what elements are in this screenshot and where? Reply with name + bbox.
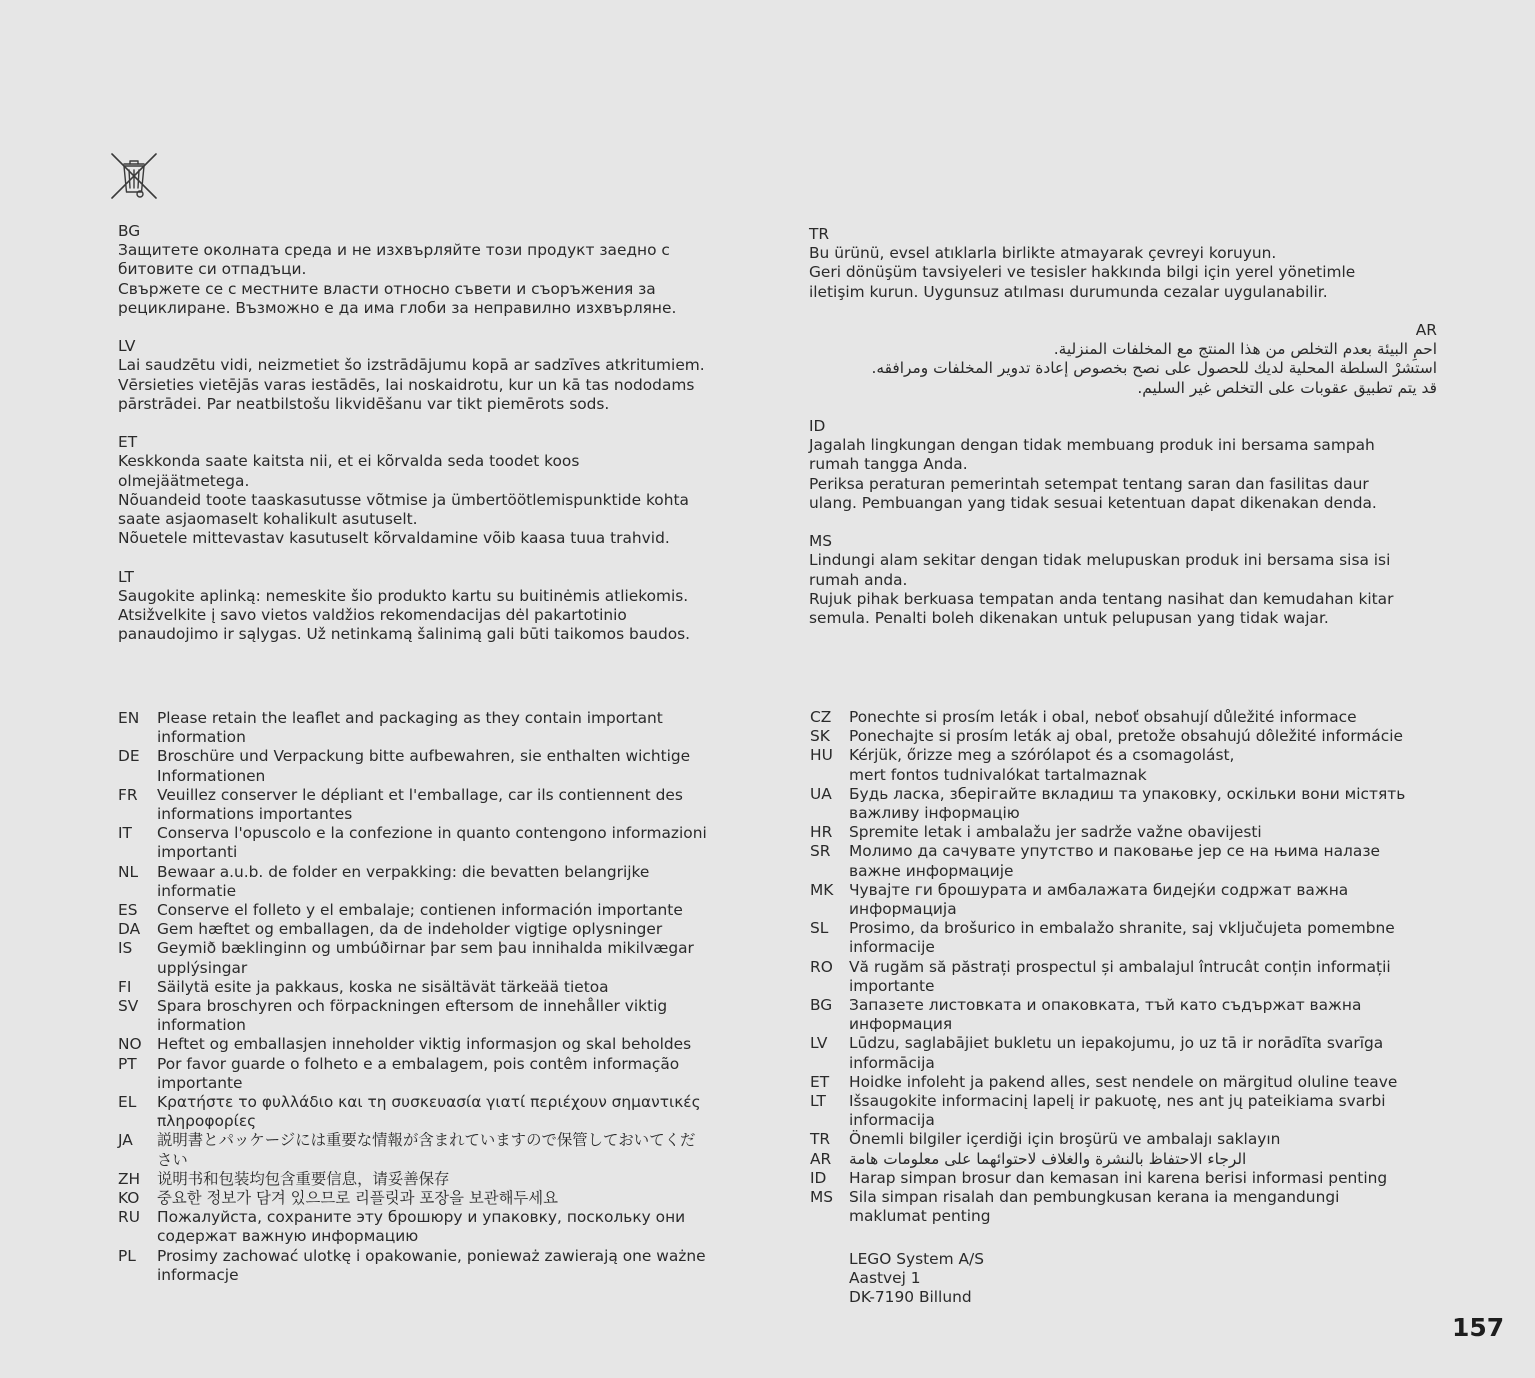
leaflet-notice-text xyxy=(157,997,758,1035)
language-code: LT xyxy=(810,1092,826,1111)
address-line: Aastvej 1 xyxy=(849,1269,921,1288)
notice-line: πληροφορίες xyxy=(157,1112,257,1131)
leaflet-notice-text xyxy=(157,1247,758,1285)
crossed-out-wheelie-bin-icon xyxy=(108,150,160,202)
notice-line: Please retain the leaflet and packaging as they contain important xyxy=(157,709,663,727)
leaflet-notice-id xyxy=(810,1169,1450,1188)
notice-line: Ponechajte si prosím leták aj obal, pretože obsahujú dôležité informácie xyxy=(849,727,1403,746)
disposal-notice-et xyxy=(118,433,758,548)
notice-line: Κρατήστε το φυλλάδιο και τη συσκευασία γιατί περιέχουν σημαντικές xyxy=(157,1093,701,1112)
leaflet-notice-text xyxy=(157,1093,758,1131)
language-code: FI xyxy=(118,977,132,996)
notice-line: informacije xyxy=(849,938,935,957)
language-code: ID xyxy=(810,1168,827,1187)
notice-line: Geymið bæklinginn og umbúðirnar þar sem þau innihalda mikilvægar xyxy=(157,939,694,958)
notice-line: Hoidke infoleht ja pakend alles, sest nendele on märgitud oluline teave xyxy=(849,1072,1398,1091)
notice-line: Bu ürünü, evsel atıklarla birlikte atmayarak çevreyi koruyun. xyxy=(809,244,1277,263)
leaflet-notice-text xyxy=(157,747,758,785)
language-code: FR xyxy=(118,785,138,804)
leaflet-notice-text xyxy=(157,1131,758,1169)
notice-line: 説明書とパッケージには重要な情報が含まれていますので保管しておいてくだ xyxy=(157,1131,696,1150)
notice-line: panaudojimo ir sąlygas. Už netinkamą šalinimą gali būti taikomos baudos. xyxy=(118,625,691,644)
leaflet-notice-pl xyxy=(118,1247,758,1285)
leaflet-notice-text xyxy=(157,786,758,824)
notice-line: Sila simpan risalah dan pembungkusan kerana ia mengandungi xyxy=(849,1188,1340,1207)
notice-line: Будь ласка, зберігайте вкладиш та упаковку, оскільки вони містять xyxy=(849,784,1406,803)
notice-line: рециклиране. Възможно е да има глоби за неправилно изхвърляне. xyxy=(118,298,677,317)
language-code: SR xyxy=(810,842,831,861)
language-code: AR xyxy=(810,1149,832,1168)
notice-line: informacje xyxy=(157,1265,239,1284)
notice-line: Atsižvelkite į savo vietos valdžios rekomendacijas dėl pakartotinio xyxy=(118,606,627,625)
leaflet-notice-text xyxy=(849,958,1450,996)
notice-line: pārstrādei. Par neatbilstošu likvidēšanu var tikt piemērots sods. xyxy=(118,394,610,413)
language-code: BG xyxy=(118,222,141,240)
leaflet-notice-text xyxy=(849,1034,1450,1072)
leaflet-notice-no xyxy=(118,1035,758,1054)
leaflet-notice-text xyxy=(157,939,758,977)
notice-line: rumah tangga Anda. xyxy=(809,455,968,474)
language-code: NL xyxy=(118,862,139,881)
leaflet-notice-text xyxy=(849,1150,1450,1169)
leaflet-notice-ja xyxy=(118,1131,758,1169)
leaflet-notice-text xyxy=(849,746,1450,784)
leaflet-notice-text xyxy=(157,709,758,747)
language-code: DA xyxy=(118,920,141,939)
language-code: ZH xyxy=(118,1169,141,1188)
language-code: PL xyxy=(118,1246,136,1265)
leaflet-notice-text xyxy=(849,785,1450,823)
leaflet-notice-text xyxy=(849,823,1450,842)
notice-line: semula. Penalti boleh dikenakan untuk pelupusan yang tidak wajar. xyxy=(809,609,1329,628)
leaflet-notice-text xyxy=(157,901,758,920)
notice-line: Conserva l'opuscolo e la confezione in quanto contengono informazioni xyxy=(157,824,707,843)
leaflet-notice-de xyxy=(118,747,758,785)
leaflet-notice-sr xyxy=(810,842,1450,880)
language-code: ES xyxy=(118,901,138,920)
leaflet-notice-ar xyxy=(810,1150,1450,1169)
notice-line: содержат важную информацию xyxy=(157,1227,419,1246)
notice-line: Свържете се с местните власти относно съвети и съоръжения за xyxy=(118,279,656,298)
company-address xyxy=(849,1250,984,1308)
leaflet-notice-ko xyxy=(118,1189,758,1208)
leaflet-notice-text xyxy=(157,824,758,862)
notice-line: قد يتم تطبيق عقوبات على التخلص غير السليم. xyxy=(1137,378,1437,397)
notice-line: Nõuandeid toote taaskasutusse võtmise ja ümbertöötlemispunktide kohta xyxy=(118,490,689,509)
language-code: BG xyxy=(810,996,833,1015)
leaflet-notice-zh xyxy=(118,1170,758,1189)
language-code: NO xyxy=(118,1035,142,1054)
notice-line: Conserve el folleto y el embalaje; contienen información importante xyxy=(157,901,683,920)
language-code: IS xyxy=(118,939,133,958)
leaflet-notice-sl xyxy=(810,919,1450,957)
disposal-notices-right xyxy=(809,225,1449,647)
leaflet-notice-is xyxy=(118,939,758,977)
notice-line: Запазете листовката и опаковката, тъй като съдържат важна xyxy=(849,996,1362,1015)
notice-line: olmejäätmetega. xyxy=(118,471,250,490)
disposal-notice-lv xyxy=(118,337,758,414)
disposal-notice-ms xyxy=(809,532,1449,628)
language-code: EN xyxy=(118,709,140,727)
notice-line: Lindungi alam sekitar dengan tidak melupuskan produk ini bersama sisa isi xyxy=(809,551,1391,570)
notice-line: maklumat penting xyxy=(849,1207,991,1226)
notice-line: Harap simpan brosur dan kemasan ini karena berisi informasi penting xyxy=(849,1168,1388,1187)
language-code: HU xyxy=(810,746,833,765)
language-code: LV xyxy=(810,1034,828,1053)
notice-line: Ponechte si prosím leták i obal, neboť obsahují důležité informace xyxy=(849,708,1357,726)
address-line: LEGO System A/S xyxy=(849,1250,984,1268)
notice-line: Lai saudzētu vidi, neizmetiet šo izstrādājumu kopā ar sadzīves atkritumiem. xyxy=(118,356,705,375)
language-code: MS xyxy=(810,1188,834,1207)
leaflet-notice-text xyxy=(157,1170,758,1189)
leaflet-notice-sv xyxy=(118,997,758,1035)
language-code: EL xyxy=(118,1093,137,1112)
disposal-notice-id xyxy=(809,417,1449,513)
leaflet-notice-et xyxy=(810,1073,1450,1092)
language-code: SL xyxy=(810,919,829,938)
notice-line: iletişim kurun. Uygunsuz atılması durumunda cezalar uygulanabilir. xyxy=(809,282,1328,301)
notice-line: Rujuk pihak berkuasa tempatan anda tentang nasihat dan kemudahan kitar xyxy=(809,589,1394,608)
leaflet-notice-mk xyxy=(810,881,1450,919)
leaflet-notice-text xyxy=(157,863,758,901)
notice-line: Saugokite aplinką: nemeskite šio produkto kartu su buitinėmis atliekomis. xyxy=(118,586,689,605)
language-code: AR xyxy=(1415,321,1437,339)
language-code: ID xyxy=(809,417,826,435)
notice-line: Пожалуйста, сохраните эту брошюру и упаковку, поскольку они xyxy=(157,1208,686,1227)
leaflet-notice-nl xyxy=(118,863,758,901)
notice-line: استشرْ السلطة المحلية لديك للحصول على نصح بخصوص إعادة تدوير المخلفات ومرافقه. xyxy=(871,359,1437,378)
leaflet-notice-sk xyxy=(810,727,1450,746)
leaflet-notice-text xyxy=(849,1092,1450,1130)
notice-line: Vă rugăm să păstrați prospectul și ambalajul întrucât conțin informații xyxy=(849,957,1391,976)
notice-line: битовите си отпадъци. xyxy=(118,260,307,279)
language-code: RO xyxy=(810,957,833,976)
notice-line: saate asjaomaselt kohalikult asutuselt. xyxy=(118,510,418,529)
language-code: MK xyxy=(810,880,834,899)
notice-line: 说明书和包装均包含重要信息，请妥善保存 xyxy=(157,1169,450,1188)
leaflet-notice-text xyxy=(849,842,1450,880)
leaflet-notice-list-right xyxy=(810,708,1450,1226)
disposal-notice-tr xyxy=(809,225,1449,302)
language-code: RU xyxy=(118,1208,140,1227)
leaflet-notice-text xyxy=(157,1055,758,1093)
leaflet-notice-text xyxy=(849,881,1450,919)
notice-line: Önemli bilgiler içerdiği için broşürü ve ambalajı saklayın xyxy=(849,1130,1281,1149)
notice-line: информација xyxy=(849,900,957,919)
language-code: KO xyxy=(118,1189,140,1208)
notice-line: Geri dönüşüm tavsiyeleri ve tesisler hakkında bilgi için yerel yönetimle xyxy=(809,263,1356,282)
notice-line: Heftet og emballasjen inneholder viktig informasjon og skal beholdes xyxy=(157,1035,692,1054)
leaflet-notice-text xyxy=(157,1189,758,1208)
leaflet-notice-ro xyxy=(810,958,1450,996)
language-code: JA xyxy=(118,1131,133,1150)
notice-line: Jagalah lingkungan dengan tidak membuang produk ini bersama sampah xyxy=(809,436,1375,455)
language-code: SV xyxy=(118,997,139,1016)
leaflet-notice-text xyxy=(849,1188,1450,1226)
notice-line: informācija xyxy=(849,1053,935,1072)
leaflet-notice-text xyxy=(157,920,758,939)
leaflet-notice-text xyxy=(157,978,758,997)
language-code: TR xyxy=(810,1130,831,1149)
notice-line: informations importantes xyxy=(157,805,353,824)
leaflet-notice-list-left xyxy=(118,709,758,1285)
notice-line: Vērsieties vietējās varas iestādēs, lai noskaidrotu, kur un kā tas nododams xyxy=(118,375,695,394)
language-code: MS xyxy=(809,532,833,551)
notice-line: importante xyxy=(849,976,935,995)
notice-line: Broschüre und Verpackung bitte aufbewahren, sie enthalten wichtige xyxy=(157,747,691,766)
leaflet-notice-text xyxy=(849,708,1450,727)
language-code: TR xyxy=(809,225,830,243)
leaflet-notice-text xyxy=(849,1130,1450,1149)
leaflet-notice-fr xyxy=(118,786,758,824)
notice-line: Išsaugokite informacinį lapelį ir pakuotę, nes ant jų pateikiama svarbi xyxy=(849,1092,1386,1111)
disposal-notice-ar xyxy=(809,321,1437,398)
disposal-notice-lt xyxy=(118,568,758,645)
leaflet-notice-hr xyxy=(810,823,1450,842)
leaflet-notice-lt xyxy=(810,1092,1450,1130)
leaflet-notice-it xyxy=(118,824,758,862)
notice-line: information xyxy=(157,1016,246,1035)
language-code: ET xyxy=(118,433,138,452)
notice-line: Bewaar a.u.b. de folder en verpakking: die bevatten belangrijke xyxy=(157,862,650,881)
notice-line: Prosimo, da brošurico in embalažo shranite, saj vključujeta pomembne xyxy=(849,919,1395,938)
leaflet-notice-bg xyxy=(810,996,1450,1034)
leaflet-notice-hu xyxy=(810,746,1450,784)
notice-line: Spara broschyren och förpackningen eftersom de innehåller viktig xyxy=(157,997,668,1016)
leaflet-notice-ua xyxy=(810,785,1450,823)
leaflet-notice-text xyxy=(849,1169,1450,1188)
language-code: ET xyxy=(810,1072,830,1091)
notice-line: importante xyxy=(157,1073,243,1092)
leaflet-notice-da xyxy=(118,920,758,939)
notice-line: 중요한 정보가 담겨 있으므로 리플릿과 포장을 보관해두세요 xyxy=(157,1189,559,1208)
notice-line: Spremite letak i ambalažu jer sadrže važne obavijesti xyxy=(849,823,1262,842)
notice-line: Lūdzu, saglabājiet bukletu un iepakojumu, jo uz tā ir norādīta svarīga xyxy=(849,1034,1384,1053)
notice-line: Informationen xyxy=(157,766,266,785)
leaflet-notice-pt xyxy=(118,1055,758,1093)
leaflet-notice-fi xyxy=(118,978,758,997)
notice-line: mert fontos tudnivalókat tartalmaznak xyxy=(849,765,1147,784)
notice-line: Periksa peraturan pemerintah setempat tentang saran dan fasilitas daur xyxy=(809,474,1369,493)
notice-line: информация xyxy=(849,1015,953,1034)
notice-line: さい xyxy=(157,1150,188,1169)
notice-line: Prosimy zachować ulotkę i opakowanie, ponieważ zawierają one ważne xyxy=(157,1246,706,1265)
leaflet-notice-text xyxy=(157,1035,758,1054)
notice-line: الرجاء الاحتفاظ بالنشرة والغلاف لاحتوائهما على معلومات هامة xyxy=(849,1149,1247,1168)
notice-line: upplýsingar xyxy=(157,958,248,977)
address-line: DK-7190 Billund xyxy=(849,1288,972,1307)
notice-line: Kérjük, őrizze meg a szórólapot és a csomagolást, xyxy=(849,746,1235,765)
notice-line: Чувајте ги брошурата и амбалажата бидејќи содржат важна xyxy=(849,880,1349,899)
notice-line: احمِ البيئة بعدم التخلص من هذا المنتج مع المخلفات المنزلية. xyxy=(1053,340,1437,359)
leaflet-notice-text xyxy=(157,1208,758,1246)
leaflet-notice-ms xyxy=(810,1188,1450,1226)
notice-line: Por favor guarde o folheto e a embalagem, pois contêm informação xyxy=(157,1054,680,1073)
leaflet-notice-text xyxy=(849,919,1450,957)
notice-line: importanti xyxy=(157,843,238,862)
notice-line: informacija xyxy=(849,1111,935,1130)
leaflet-notice-text xyxy=(849,1073,1450,1092)
page-number: 157 xyxy=(1452,1313,1505,1342)
leaflet-notice-tr xyxy=(810,1130,1450,1149)
language-code: CZ xyxy=(810,708,832,726)
notice-line: information xyxy=(157,728,246,747)
language-code: IT xyxy=(118,824,132,843)
language-code: PT xyxy=(118,1054,137,1073)
leaflet-notice-cz xyxy=(810,708,1450,727)
notice-line: Veuillez conserver le dépliant et l'emballage, car ils contiennent des xyxy=(157,785,683,804)
leaflet-notice-en xyxy=(118,709,758,747)
notice-line: важне информације xyxy=(849,861,1014,880)
leaflet-notice-es xyxy=(118,901,758,920)
leaflet-notice-el xyxy=(118,1093,758,1131)
disposal-notice-bg xyxy=(118,222,758,318)
notice-line: Keskkonda saate kaitsta nii, et ei kõrvalda seda toodet koos xyxy=(118,452,580,471)
notice-line: Gem hæftet og emballagen, da de indeholder vigtige oplysninger xyxy=(157,920,663,939)
notice-line: Молимо да сачувате упутство и паковање јер се на њима налазе xyxy=(849,842,1380,861)
notice-line: важливу інформацію xyxy=(849,804,1020,823)
notice-line: Защитете околната среда и не изхвърляйте този продукт заедно с xyxy=(118,241,670,260)
disposal-notices-left xyxy=(118,222,758,664)
notice-line: ulang. Pembuangan yang tidak sesuai ketentuan dapat dikenakan denda. xyxy=(809,493,1377,512)
leaflet-notice-text xyxy=(849,727,1450,746)
leaflet-notice-text xyxy=(849,996,1450,1034)
notice-line: Säilytä esite ja pakkaus, koska ne sisältävät tärkeää tietoa xyxy=(157,977,609,996)
language-code: DE xyxy=(118,747,140,766)
language-code: LV xyxy=(118,337,136,356)
language-code: HR xyxy=(810,823,833,842)
language-code: UA xyxy=(810,784,832,803)
notice-line: informatie xyxy=(157,881,237,900)
leaflet-notice-lv xyxy=(810,1034,1450,1072)
language-code: LT xyxy=(118,567,134,586)
leaflet-notice-ru xyxy=(118,1208,758,1246)
language-code: SK xyxy=(810,727,830,746)
notice-line: rumah anda. xyxy=(809,570,908,589)
notice-line: Nõuetele mittevastav kasutuselt kõrvaldamine võib kaasa tuua trahvid. xyxy=(118,529,670,548)
